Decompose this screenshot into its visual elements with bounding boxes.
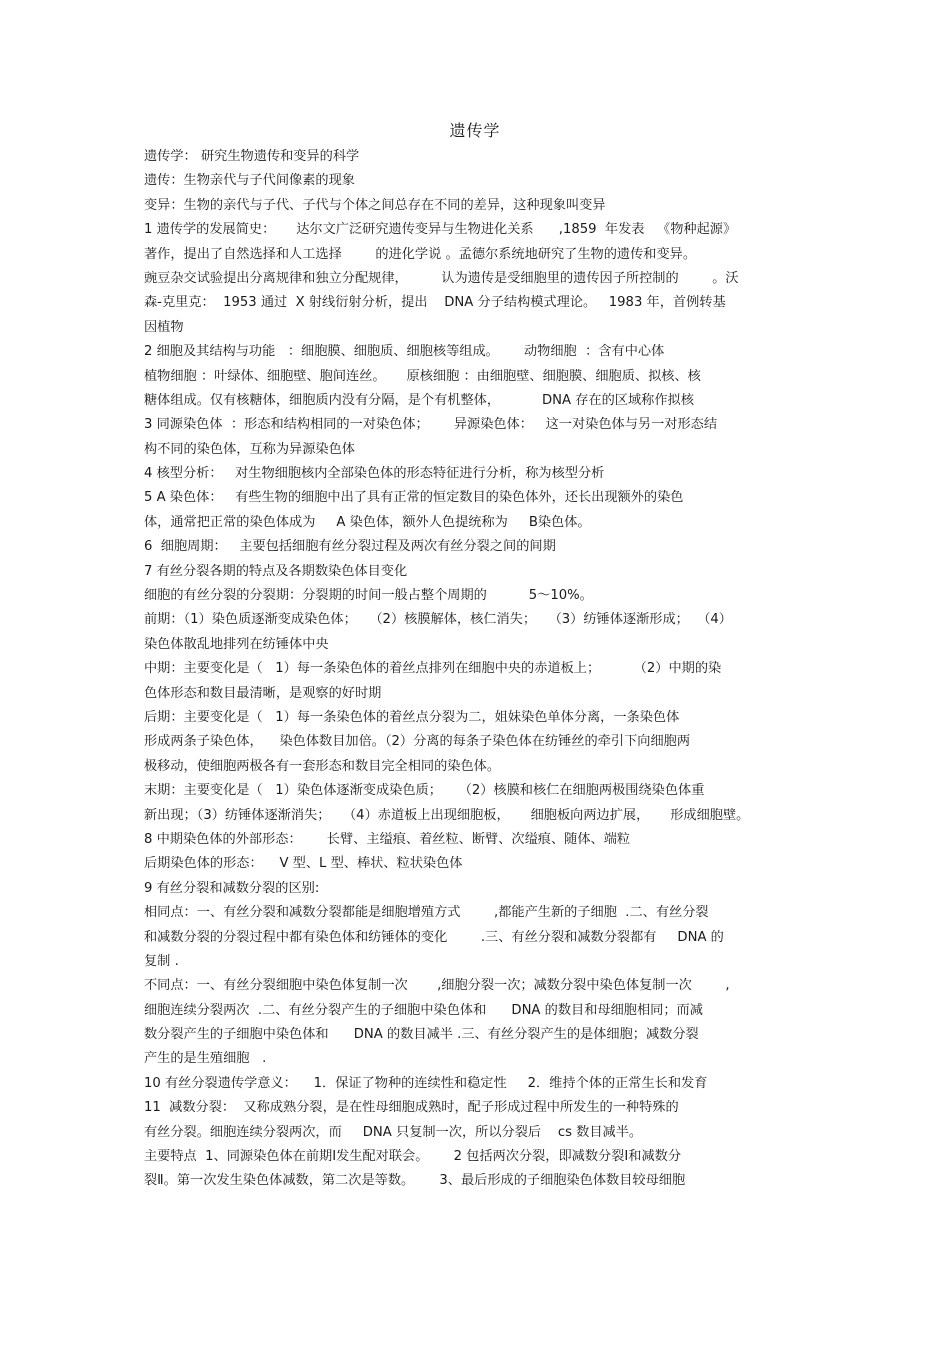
text-line: 体，通常把正常的染色体成为 A 染色体，额外人色提统称为 B染色体。 [144,514,591,530]
page-title: 遗传学 [449,121,501,140]
text-line: 豌豆杂交试验提出分离规律和独立分配规律， 认为遗传是受细胞里的遗传因子所控制的 。沃 [144,270,739,286]
text-line: 4 核型分析： 对生物细胞核内全部染色体的形态特征进行分析，称为核型分析 [144,466,605,482]
text-line: 9 有丝分裂和减数分裂的区别: [144,880,320,896]
text-line: 复制 . [144,953,179,969]
text-line: 著作，提出了自然选择和人工选择 的进化学说 。孟德尔系统地研究了生物的遗传和变异。 [144,246,697,262]
text-line: 相同点：一、有丝分裂和减数分裂都能是细胞增殖方式 ,都能产生新的子细胞 .二、有丝分裂 [144,905,709,921]
text-line: 植物细胞 ：叶绿体、细胞壁、胞间连丝。 原核细胞 ：由细胞壁、细胞膜、细胞质、拟核、核 [144,368,701,384]
text-line: 遗传：生物亲代与子代间像素的现象 [144,173,355,189]
document-body [144,145,814,1194]
text-line: 遗传学： 研究生物遗传和变异的科学 [144,149,360,164]
text-line: 2 细胞及其结构与功能 ：细胞膜、细胞质、细胞核等组成。 动物细胞 ：含有中心体 [144,344,665,360]
text-line: 8 中期染色体的外部形态： 长臂、主缢痕、着丝粒、断臂、次缢痕、随体、端粒 [144,831,631,847]
text-line: 10 有丝分裂遗传学意义： 1．保证了物种的连续性和稳定性 2．维持个体的正常生长和发育 [144,1075,708,1091]
text-line: 1 遗传学的发展简史： 达尔文广泛研究遗传变异与生物进化关系 ,1859 年发表 《物种起源》 [144,222,737,238]
text-line: 新出现；（3）纺锤体逐渐消失； （4）赤道板上出现细胞板， 细胞板向两边扩展， 形成细胞壁。 [144,807,750,823]
text-line: 主要特点 1、同源染色体在前期Ⅰ发生配对联会。 2 包括两次分裂，即减数分裂Ⅰ和减数分 [144,1149,682,1165]
text-line: 糖体组成。仅有核糖体，细胞质内没有分隔，是个有机整体， DNA 存在的区域称作拟核 [144,392,694,408]
text-line: 前期：（1）染色质逐渐变成染色体； （2）核膜解体，核仁消失； （3）纺锤体逐渐形成； （4） [144,612,732,628]
text-line: 后期：主要变化是（ 1）每一条染色体的着丝点分裂为二，姐妹染色单体分离，一条染色体 [144,709,680,725]
text-line: 不同点：一、有丝分裂细胞中染色体复制一次 ,细胞分裂一次；减数分裂中染色体复制一次 , [144,978,730,994]
text-line: 变异：生物的亲代与子代、子代与个体之间总存在不同的差异，这种现象叫变异 [144,197,606,213]
text-line: 5 A 染色体： 有些生物的细胞中出了具有正常的恒定数目的染色体外，还长出现额外的染色 [144,490,684,506]
text-line: 6 细胞周期： 主要包括细胞有丝分裂过程及两次有丝分裂之间的间期 [144,539,556,555]
text-line: 产生的是生殖细胞 . [144,1051,267,1067]
text-line: 色体形态和数目最清晰，是观察的好时期 [144,685,382,701]
text-line: 后期染色体的形态： V 型、L 型、棒状、粒状染色体 [144,856,463,872]
text-line: 3 同源染色体 ：形态和结构相同的一对染色体； 异源染色体： 这一对染色体与另一对形态结 [144,417,718,433]
text-line: 7 有丝分裂各期的特点及各期数染色体目变化 [144,563,408,579]
text-line: 细胞的有丝分裂的分裂期：分裂期的时间一般占整个周期的 5～10%。 [144,588,593,604]
text-line: 森-克里克： 1953 通过 X 射线衍射分析，提出 DNA 分子结构模式理论。 1983 年，首例转基 [144,295,726,311]
text-line: 细胞连续分裂两次 .二、有丝分裂产生的子细胞中染色体和 DNA 的数目和母细胞相同；而减 [144,1002,703,1018]
text-line: 数分裂产生的子细胞中染色体和 DNA 的数目减半 .三、有丝分裂产生的是体细胞；减数分裂 [144,1027,699,1043]
text-line: 中期：主要变化是（ 1）每一条染色体的着丝点排列在细胞中央的赤道板上； （2）中期的染 [144,661,722,677]
text-line: 裂Ⅱ。第一次发生染色体减数，第二次是等数。 3、最后形成的子细胞染色体数目较母细胞 [144,1173,686,1189]
text-line: 和减数分裂的分裂过程中都有染色体和纺锤体的变化 .三、有丝分裂和减数分裂都有 DNA 的 [144,929,724,945]
text-line: 极移动，使细胞两极各有一套形态和数目完全相同的染色体。 [144,758,501,774]
text-line: 因植物 [144,319,184,335]
text-line: 有丝分裂。细胞连续分裂两次，而 DNA 只复制一次，所以分裂后 cs 数目减半。 [144,1124,643,1140]
text-line: 11 减数分裂： 又称成熟分裂，是在性母细胞成熟时，配子形成过程中所发生的一种特殊的 [144,1100,679,1116]
text-line: 形成两条子染色体， 染色体数目加倍。（2）分离的每条子染色体在纺锤丝的牵引下向细胞两 [144,734,691,750]
text-line: 染色体散乱地排列在纺锤体中央 [144,636,329,652]
text-line: 构不同的染色体，互称为异源染色体 [144,441,355,457]
text-line: 末期：主要变化是（ 1）染色体逐渐变成染色质； （2）核膜和核仁在细胞两极围绕染色体重 [144,783,705,799]
